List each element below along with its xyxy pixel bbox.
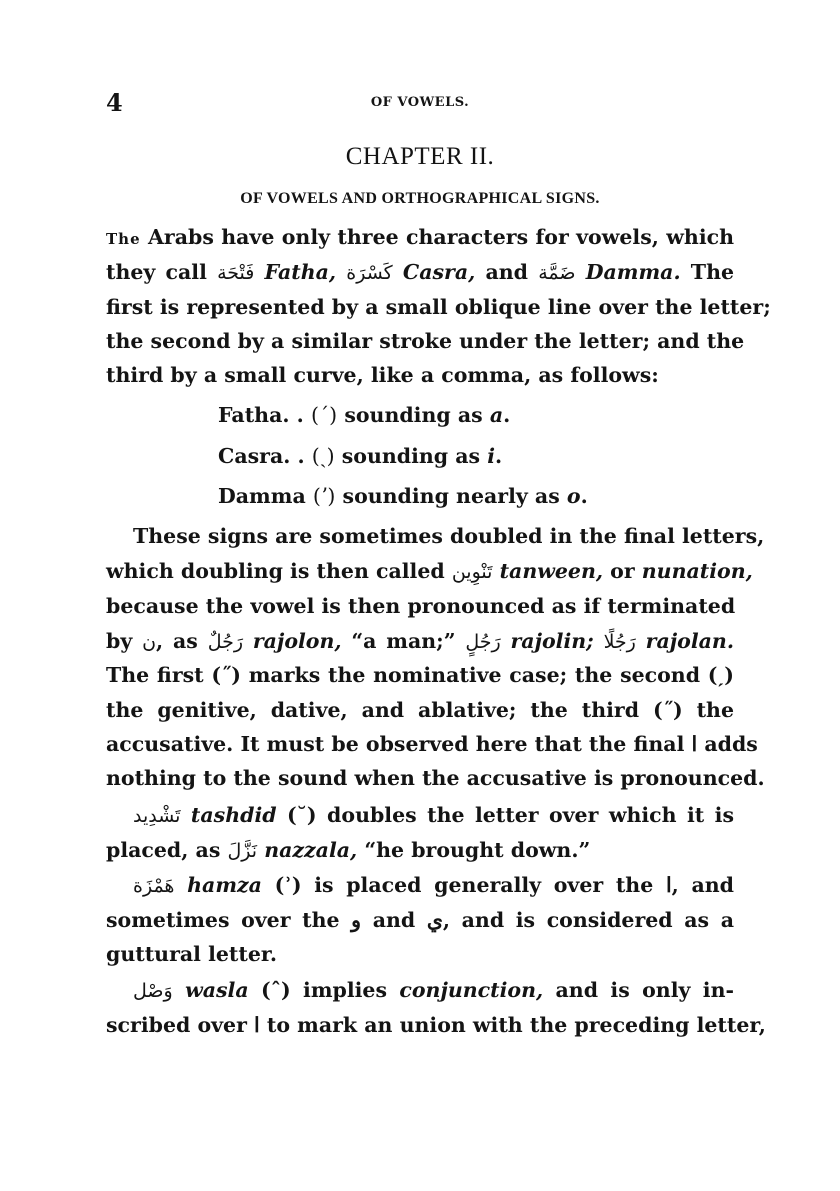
arabic-word: تَنْوِين — [451, 561, 493, 583]
page-number: 4 — [106, 88, 123, 117]
text-span: . — [495, 444, 503, 468]
text-line — [133, 798, 734, 832]
italic-term: rajolin; — [500, 629, 594, 653]
arabic-word: فَتْحَة — [217, 262, 255, 284]
italic-term: tanween, — [492, 559, 604, 583]
arabic-word: وَصْل — [133, 980, 173, 1002]
italic-term: conjunction, — [399, 978, 544, 1002]
text-line — [106, 554, 753, 588]
text-span: , as — [156, 629, 208, 653]
text-span: and — [475, 260, 539, 284]
text-span: . — [580, 484, 588, 508]
text-line: These signs are sometimes doubled in the final letters, — [133, 524, 765, 548]
italic-term: Casra, — [392, 260, 476, 284]
text-line: the second by a similar stroke under the letter; and the — [106, 329, 745, 353]
italic-term: rajolon, — [243, 629, 342, 653]
text-line — [106, 624, 734, 658]
text-line: sometimes over the و and ي, and is considered as a — [106, 908, 734, 932]
small-caps-word: The — [106, 230, 141, 248]
text-span: “a man;” — [341, 629, 466, 653]
vowel-list-item — [218, 479, 698, 513]
arabic-word: رَجُلٍ — [465, 631, 501, 653]
chapter-subtitle: OF VOWELS AND ORTHOGRAPHICAL SIGNS. — [240, 190, 600, 207]
arabic-word: رَجُلًا — [603, 631, 636, 653]
arabic-word: نَزَّلَ — [227, 840, 258, 862]
text-span: The — [680, 260, 735, 284]
text-line: first is represented by a small oblique line over the letter; — [106, 295, 771, 319]
text-span: and is only in- — [543, 978, 734, 1002]
text-line: because the vowel is then pronounced as if terminated — [106, 594, 736, 618]
arabic-word: تَشْدِيد — [133, 805, 181, 827]
arabic-word: هَمْزَة — [133, 875, 175, 897]
vowel-list-item — [218, 439, 698, 473]
arabic-word: رَجُلٌ — [207, 631, 243, 653]
italic-term: wasla — [172, 978, 249, 1002]
text-span: “he brought down.” — [357, 838, 591, 862]
vowel-name: Fatha. . — [218, 403, 304, 427]
text-span: (˘) doubles the letter over which it is — [276, 803, 734, 827]
text-span: they call — [106, 260, 218, 284]
text-line: The first (˝) marks the nominative case; the second (ˏ) — [106, 663, 734, 687]
italic-term: hamza — [174, 873, 262, 897]
text-line — [133, 973, 734, 1007]
text-span: sounding as — [334, 444, 488, 468]
vowel-sound: a — [489, 403, 504, 427]
text-line — [133, 868, 734, 902]
text-line: third by a small curve, like a comma, as follows: — [106, 363, 659, 387]
italic-term: Fatha, — [254, 260, 337, 284]
text-span: . — [503, 403, 511, 427]
text-span: or — [603, 559, 642, 583]
text-line: scribed over ا to mark an union with the preceding letter, — [106, 1013, 766, 1037]
text-span: sounding nearly as — [335, 484, 567, 508]
italic-term: Damma. — [575, 260, 681, 284]
text-line — [106, 255, 734, 289]
text-line — [106, 833, 734, 867]
arabic-word: ضَمَّة — [538, 262, 576, 284]
text-span: sounding as — [337, 403, 490, 427]
vowel-name: Damma — [218, 484, 306, 508]
text-line: the genitive, dative, and ablative; the third (˝) the — [106, 698, 734, 722]
running-head: OF VOWELS. — [370, 95, 470, 110]
text-line: guttural letter. — [106, 942, 277, 966]
text-span: by — [106, 629, 143, 653]
vowel-list-item — [218, 398, 698, 432]
vowel-name: Casra. . — [218, 444, 305, 468]
text-span: placed, as — [106, 838, 228, 862]
vowel-sign: (ʼ) — [312, 484, 336, 508]
italic-term: tashdid — [180, 803, 277, 827]
text-span: (ʾ) is placed generally over the ا, and — [261, 873, 734, 897]
text-span: which doubling is then called — [106, 559, 452, 583]
arabic-letter: ن — [142, 631, 157, 653]
text-line: accusative. It must be observed here that the final ا adds — [106, 732, 758, 756]
page-header — [106, 88, 734, 118]
vowel-sound: i — [487, 444, 496, 468]
chapter-title: CHAPTER II. — [345, 143, 495, 170]
italic-term: rajolan. — [635, 629, 734, 653]
italic-term: nazzala, — [257, 838, 358, 862]
italic-term: nunation, — [641, 559, 753, 583]
text-line: nothing to the sound when the accusative is pronounced. — [106, 766, 765, 790]
text-span: (ˆ) implies — [248, 978, 400, 1002]
text-line — [106, 220, 734, 254]
arabic-word: كَسْرَة — [346, 262, 393, 284]
vowel-sound: o — [566, 484, 581, 508]
vowel-sign: (ˏ) — [311, 444, 335, 468]
vowel-sign: (´) — [310, 403, 338, 427]
text-span: Arabs have only three characters for vowels, which — [140, 225, 734, 249]
